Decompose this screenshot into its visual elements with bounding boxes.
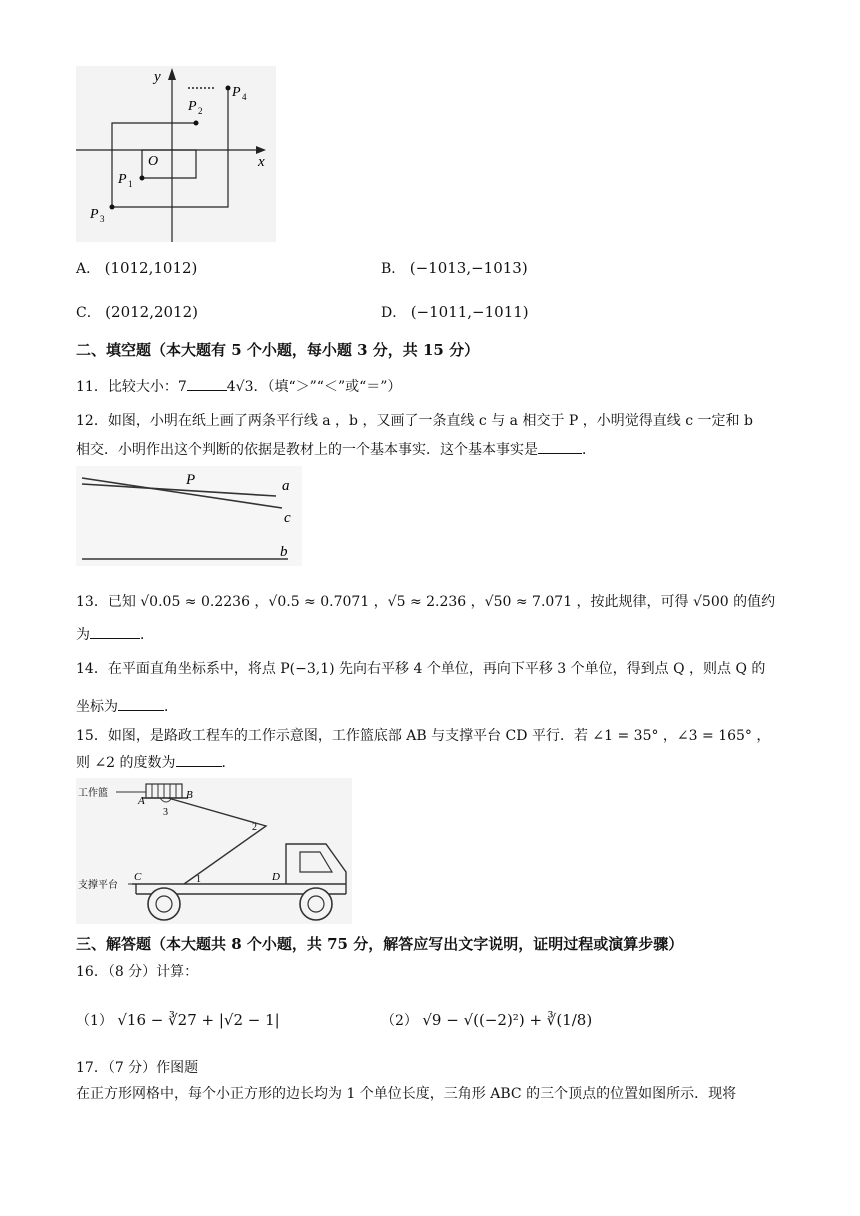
p1-label: P bbox=[118, 172, 127, 187]
q15-line-2-text: 则 ∠2 的度数为 bbox=[76, 755, 176, 771]
p4-sub: 4 bbox=[242, 92, 247, 102]
q16-part-1 bbox=[76, 1010, 280, 1031]
choice-b-label: B． bbox=[381, 261, 406, 277]
p3-sub: 3 bbox=[100, 214, 105, 224]
q12-line-2-tail: ． bbox=[582, 442, 596, 458]
q16-part-2-expr: √9 − √((−2)²) + ∛(1/8) bbox=[422, 1011, 593, 1029]
q17-body: 在正方形网格中，每个小正方形的边长均为 1 个单位长度，三角形 ABC 的三个顶点的位置如图所示．现将 bbox=[76, 1086, 737, 1102]
label-c: C bbox=[134, 871, 142, 883]
parallel-lines-figure bbox=[76, 466, 302, 566]
question-11 bbox=[76, 376, 401, 397]
q15-blank bbox=[176, 752, 222, 767]
q15-line-2-tail: ． bbox=[221, 755, 236, 771]
q16-part-1-label: （1） bbox=[76, 1013, 113, 1029]
q14-line-2-text: 坐标为 bbox=[76, 699, 118, 715]
label-a: a bbox=[282, 478, 290, 494]
q11-tail: ．（填“＞”“＜”或“＝”） bbox=[253, 379, 402, 395]
p4-label: P bbox=[232, 85, 241, 100]
label-d: D bbox=[272, 871, 280, 883]
q15-line-2 bbox=[76, 752, 236, 773]
choice-d-value: (−1011,−1011) bbox=[410, 303, 529, 321]
p2-sub: 2 bbox=[198, 106, 203, 116]
q14-line-2-tail: ． bbox=[164, 699, 178, 715]
angle-3-label: 3 bbox=[163, 807, 168, 818]
q13-blank bbox=[90, 624, 140, 639]
q13-line-1: 13．已知 √0.05 ≈ 0.2236 ，√0.5 ≈ 0.7071 ，√5 ≈ 2.236 ，√50 ≈ 7.071 ，按此规律，可得 √500 的值约 bbox=[76, 594, 776, 610]
q12-line-1: 12．如图，小明在纸上画了两条平行线 a ，b ，又画了一条直线 c 与 a 相交于 P ，小明觉得直线 c 一定和 b bbox=[76, 413, 753, 429]
q12-blank bbox=[538, 439, 582, 454]
choice-c-label: C． bbox=[76, 305, 101, 321]
choice-c bbox=[76, 302, 198, 323]
section-2-heading: 二、填空题（本大题有 5 个小题，每小题 3 分，共 15 分） bbox=[76, 341, 480, 359]
label-b: B bbox=[186, 789, 193, 801]
q16-title: 16．（8 分）计算： bbox=[76, 964, 199, 980]
angle-1-label: 1 bbox=[196, 874, 201, 885]
choice-b bbox=[381, 258, 528, 279]
platform-label: 支撑平台 bbox=[78, 880, 118, 891]
choice-b-value: (−1013,−1013) bbox=[409, 259, 528, 277]
section-3-heading: 三、解答题（本大题共 8 个小题，共 75 分，解答应写出文字说明，证明过程或演算步骤） bbox=[76, 935, 684, 953]
choice-a bbox=[76, 258, 197, 279]
q13-line-2-tail: ． bbox=[140, 627, 154, 643]
q16-part-2 bbox=[381, 1010, 592, 1031]
label-c: c bbox=[284, 510, 291, 526]
choice-a-value: (1012,1012) bbox=[104, 259, 198, 277]
point-p4 bbox=[226, 86, 231, 91]
q12-line-2 bbox=[76, 439, 596, 460]
q15-line-1: 15．如图，是路政工程车的工作示意图，工作篮底部 AB 与支撑平台 CD 平行．若 ∠1 = 35° ，∠3 = 165° ， bbox=[76, 728, 771, 744]
angle-2-label: 2 bbox=[252, 822, 257, 833]
p1-sub: 1 bbox=[128, 179, 133, 189]
label-p: P bbox=[186, 472, 196, 488]
q11-prefix: 11．比较大小：7 bbox=[76, 379, 187, 395]
y-axis-label: y bbox=[154, 69, 161, 85]
label-a: A bbox=[138, 795, 145, 807]
q13-line-2 bbox=[76, 624, 154, 645]
q11-blank bbox=[187, 376, 227, 391]
q14-blank bbox=[118, 696, 164, 711]
p2-label: P bbox=[188, 99, 197, 114]
q17-title: 17．（7 分）作图题 bbox=[76, 1060, 199, 1076]
choice-a-label: A． bbox=[76, 261, 101, 277]
basket-label: 工作篮 bbox=[78, 788, 108, 799]
point-p2 bbox=[194, 121, 199, 126]
truck-figure bbox=[76, 778, 352, 924]
q16-part-2-label: （2） bbox=[381, 1013, 418, 1029]
q14-line-1: 14．在平面直角坐标系中，将点 P(−3,1) 先向右平移 4 个单位，再向下平移 3 个单位，得到点 Q ，则点 Q 的 bbox=[76, 661, 766, 677]
q14-line-2 bbox=[76, 696, 178, 717]
front-wheel bbox=[300, 888, 332, 920]
choice-d-label: D． bbox=[381, 305, 407, 321]
rear-wheel bbox=[148, 888, 180, 920]
q16-part-1-expr: √16 − ∛27 + |√2 − 1| bbox=[117, 1011, 280, 1029]
q13-line-2-text: 为 bbox=[76, 627, 90, 643]
x-axis-label: x bbox=[258, 154, 265, 170]
point-p1 bbox=[140, 176, 145, 181]
choice-c-value: (2012,2012) bbox=[105, 303, 198, 321]
label-b: b bbox=[280, 544, 288, 560]
q11-rhs: 4√3 bbox=[226, 379, 254, 395]
choice-d bbox=[381, 302, 529, 323]
q12-line-2-text: 相交．小明作出这个判断的依据是教材上的一个基本事实．这个基本事实是 bbox=[76, 442, 538, 458]
coordinate-spiral-figure bbox=[76, 66, 276, 242]
origin-label: O bbox=[148, 154, 159, 169]
p3-label: P bbox=[90, 207, 99, 222]
point-p3 bbox=[110, 205, 115, 210]
